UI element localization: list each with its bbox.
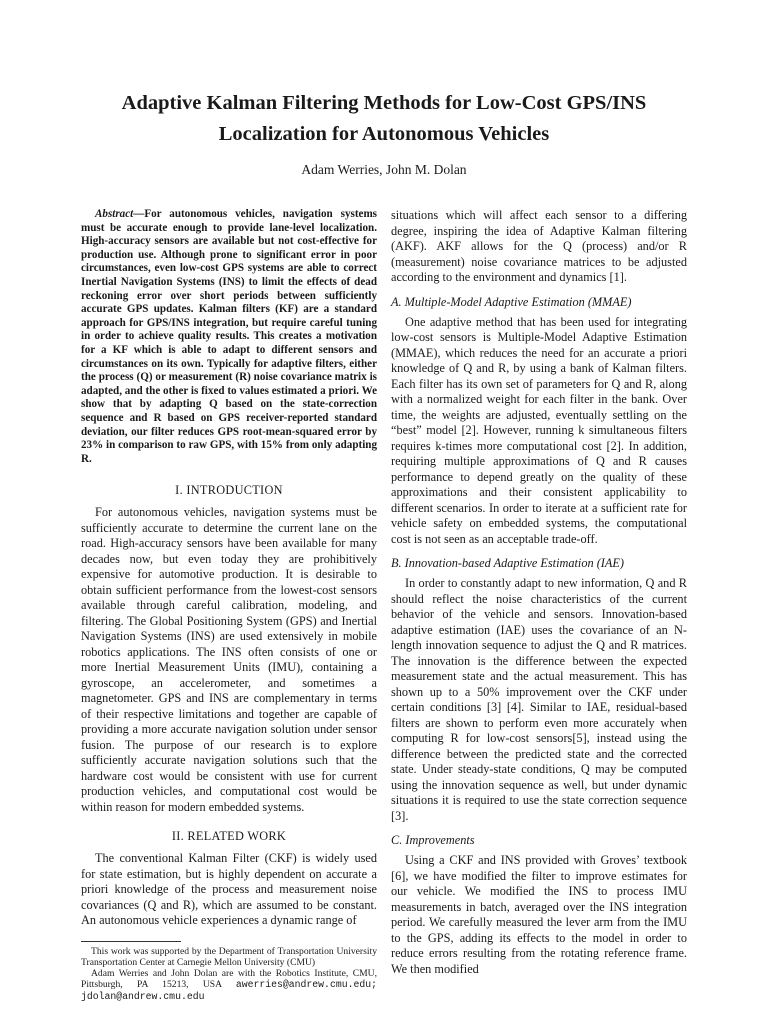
intro-paragraph: For autonomous vehicles, navigation systems must be sufficiently accurate to determine the current lane on the road. High-accuracy sensors have been available for many decades now, but even today they are prohibitively expensive for automotive production. It is desirable to obtain sufficient performance from the lowest-cost sensors available through careful calibration, modeling, and filtering. The Global Positioning System (GPS) and Inertial Navigation Systems (INS) are used extensively in mobile robotics applications. The INS often consists of one or more Inertial Measurement Units (IMU), containing a gyroscope, an accelerometer, and sometimes a magnetometer. GPS and INS are complementary in terms of their respective limitations and together are capable of providing a more accurate navigation solution under sensor fusion. The purpose of our research is to explore sufficiently accurate navigation solutions such that the hardware cost would be consistent with use for current production vehicles, and computational cost would be within reason for modern embedded systems. [81, 505, 377, 814]
improvements-paragraph: Using a CKF and INS provided with Groves’ textbook [6], we have modified the filter to improve estimates for our vehicle. We modified the INS to process IMU measurements in batch, averaged over the INS integration period. We carefully measured the lever arm from the IMU to the GPS, adding its effects to the model in order to reduce errors resulting from the rotating reference frame. We then modified [391, 853, 687, 976]
left-column [81, 208, 377, 1002]
abstract [81, 208, 377, 466]
authors: Adam Werries, John M. Dolan [301, 162, 467, 177]
mmae-paragraph: One adaptive method that has been used for integrating low-cost sensors is Multiple-Model Adaptive Estimation (MMAE), which reduces the need for an accurate a priori knowledge of Q and R, by using a bank of Kalman filters. Each filter has its own set of parameters for Q and R, along with a normalized weight for each filter in the bank. Over time, the weights are adjusted, eventually settling on the “best” model [2]. However, running k simultaneous filters requires k-times more computational cost [2]. In addition, requiring multiple approximations of Q and R causes performance to depend greatly on the quality of these approximations and their consistent applicability to different scenarios. In order to iterate at a sufficient rate for vehicle safety on embedded systems, the computational cost is not seen as an acceptable trade-off. [391, 314, 687, 546]
right-column [391, 208, 687, 977]
abstract-dash: — [133, 208, 145, 220]
abstract-label: Abstract [95, 208, 134, 220]
related-work-paragraph: The conventional Kalman Filter (CKF) is widely used for state estimation, but is highly dependent on accurate a priori knowledge of the process and measurement noise covariances (Q and R), which are assumed to be constant. An autonomous vehicle experiences a dynamic range of [81, 851, 377, 928]
footnote-affiliation-text: Adam Werries and John Dolan are with the Robotics Institute, CMU, Pittsburgh, PA 15213, USA [81, 968, 377, 991]
footnote-rule [81, 941, 181, 942]
iae-paragraph: In order to constantly adapt to new information, Q and R should reflect the noise characteristics of the current behavior of the vehicle and sensors. Innovation-based adaptive estimation (IAE) uses the covariance of an N-length innovation sequence to adjust the Q and R matrices. The innovation is the difference between the expected measurement state and the actual measurement. This has shown up to a 50% improvement over the CKF under certain conditions [3] [4]. Similar to IAE, residual-based filters are shown to perform even more accurately when computing R for low-cost sensors[5], instead using the difference between the predicted state and the corrected state. Under steady-state conditions, Q may be computed using the innovation sequence as well, but under dynamic situations it is required to use the state correction sequence [3]. [391, 576, 687, 823]
subsection-heading-mmae: A. Multiple-Model Adaptive Estimation (MMAE) [391, 294, 632, 309]
footnote-funding: This work was supported by the Department of Transportation University Transportation Center at Carnegie Mellon University (CMU) [81, 945, 377, 968]
title-line-2: Localization for Autonomous Vehicles [218, 123, 550, 145]
abstract-text: For autonomous vehicles, navigation systems must be accurate enough to provide lane-level localization. High-accuracy sensors are available but not cost-effective for production use. Although prone to significant error in poor circumstances, even low-cost GPS systems are able to correct Inertial Navigation Systems (INS) to limit the effects of dead reckoning error over short periods between sufficiently accurate GPS updates. Kalman filters (KF) are a standard approach for GPS/INS integration, but require careful tuning in order to achieve quality results. This creates a motivation for a KF which is able to adapt to different sensors and circumstances on its own. Typically for adaptive filters, either the process (Q) or measurement (R) noise covariance matrix is adapted, and the other is fixed to values estimated a priori. We show that by adapting Q based on the state-correction sequence and R based on GPS receiver-reported standard deviation, our filter reduces GPS root-mean-squared error by 23% in comparison to raw GPS, with 15% from only adapting R. [81, 208, 377, 465]
paper-title [60, 88, 708, 150]
related-work-continued: situations which will affect each sensor to a differing degree, inspiring the idea of Adaptive Kalman filtering (AKF). AKF allows for the Q (process) and/or R (measurement) noise covariance matrices to be adjusted according to the environment and dynamics [1]. [391, 208, 687, 284]
email-dolan[interactable]: jdolan@andrew.cmu.edu [81, 990, 205, 1002]
subsection-heading-iae: B. Innovation-based Adaptive Estimation (IAE) [391, 556, 625, 570]
footnote-affiliation [81, 968, 377, 1002]
section-heading-introduction: I. INTRODUCTION [175, 483, 283, 498]
section-heading-related-work: II. RELATED WORK [171, 829, 287, 844]
email-werries[interactable]: awerries@andrew.cmu.edu; [235, 979, 377, 991]
subsection-heading-improvements: C. Improvements [391, 833, 475, 847]
title-line-1: Adaptive Kalman Filtering Methods for Low-Cost GPS/INS [121, 92, 647, 114]
